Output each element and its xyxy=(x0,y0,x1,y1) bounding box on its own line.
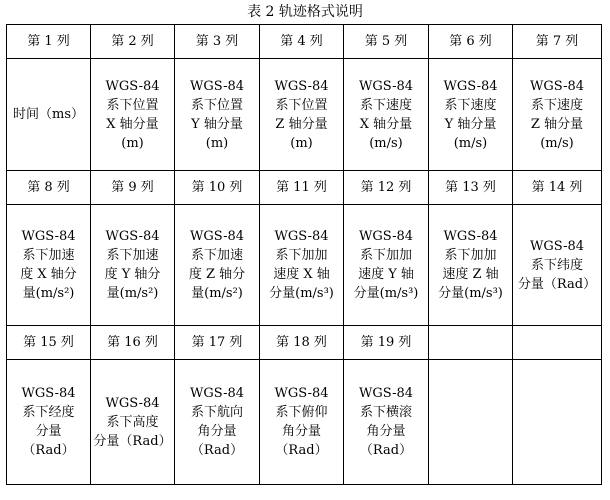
description-cell xyxy=(260,360,344,485)
description-text: WGS-84 系下位置 Z 轴分量 (m) xyxy=(274,78,329,151)
column-header: 第 18 列 xyxy=(260,326,344,360)
description-cell xyxy=(429,59,513,171)
column-header: 第 3 列 xyxy=(175,25,260,59)
column-header: 第 4 列 xyxy=(260,25,344,59)
column-header: 第 7 列 xyxy=(513,25,602,59)
description-cell xyxy=(344,205,429,326)
column-header: 第 13 列 xyxy=(429,171,513,205)
header-row-1 xyxy=(7,25,602,59)
description-text: WGS-84 系下横滚 角分量 （Rad） xyxy=(358,386,414,458)
description-text: WGS-84 系下速度 X 轴分量 (m/s) xyxy=(358,78,414,151)
column-header: 第 16 列 xyxy=(91,326,175,360)
description-cell xyxy=(175,205,260,326)
description-text: WGS-84 系下经度 分量 （Rad） xyxy=(21,386,76,458)
description-cell xyxy=(91,59,175,171)
description-text: WGS-84 系下俯仰 角分量 （Rad） xyxy=(274,386,329,458)
description-cell xyxy=(260,205,344,326)
description-cell xyxy=(429,205,513,326)
column-header: 第 5 列 xyxy=(344,25,429,59)
column-header: 第 12 列 xyxy=(344,171,429,205)
header-row-2 xyxy=(7,171,602,205)
column-header: 第 9 列 xyxy=(91,171,175,205)
column-header: 第 6 列 xyxy=(429,25,513,59)
empty-cell xyxy=(513,360,602,485)
column-header: 第 11 列 xyxy=(260,171,344,205)
column-header: 第 10 列 xyxy=(175,171,260,205)
description-text: 时间（ms） xyxy=(13,107,84,122)
description-text: WGS-84 系下加速 度 Y 轴分 量(m/s²) xyxy=(104,229,161,301)
description-cell xyxy=(513,205,602,326)
description-text: WGS-84 系下加加 速度 X 轴 分量(m/s³) xyxy=(269,229,334,301)
column-header: 第 1 列 xyxy=(7,25,91,59)
column-header: 第 8 列 xyxy=(7,171,91,205)
description-text: WGS-84 系下纬度 分量（Rad） xyxy=(517,238,597,292)
column-header: 第 14 列 xyxy=(513,171,602,205)
description-cell xyxy=(344,360,429,485)
empty-cell xyxy=(429,360,513,485)
description-row-1 xyxy=(7,59,602,171)
description-text: WGS-84 系下速度 Y 轴分量 (m/s) xyxy=(443,78,498,151)
description-cell xyxy=(260,59,344,171)
description-row-2 xyxy=(7,205,602,326)
table-caption: 表 2 轨迹格式说明 xyxy=(247,4,363,20)
column-header: 第 15 列 xyxy=(7,326,91,360)
empty-header xyxy=(513,326,602,360)
description-cell xyxy=(175,360,260,485)
description-cell xyxy=(175,59,260,171)
track-format-table xyxy=(6,24,602,485)
description-cell xyxy=(344,59,429,171)
description-cell xyxy=(91,205,175,326)
description-text: WGS-84 系下加速 度 Z 轴分 量(m/s²) xyxy=(188,229,246,301)
description-text: WGS-84 系下位置 Y 轴分量 (m) xyxy=(189,78,245,151)
description-text: WGS-84 系下航向 角分量 （Rad） xyxy=(189,386,245,458)
description-cell xyxy=(7,59,91,171)
description-text: WGS-84 系下加加 速度 Y 轴 分量(m/s³) xyxy=(353,229,419,301)
empty-header xyxy=(429,326,513,360)
description-cell xyxy=(7,360,91,485)
column-header: 第 2 列 xyxy=(91,25,175,59)
description-cell xyxy=(91,360,175,485)
description-cell xyxy=(513,59,602,171)
column-header: 第 19 列 xyxy=(344,326,429,360)
description-text: WGS-84 系下加速 度 X 轴分 量(m/s²) xyxy=(20,229,77,301)
description-text: WGS-84 系下高度 分量（Rad） xyxy=(93,395,172,449)
description-text: WGS-84 系下速度 Z 轴分量 (m/s) xyxy=(529,78,585,151)
description-text: WGS-84 系下加加 速度 Z 轴 分量(m/s³) xyxy=(438,229,503,301)
description-cell xyxy=(7,205,91,326)
description-row-3 xyxy=(7,360,602,485)
header-row-3 xyxy=(7,326,602,360)
column-header: 第 17 列 xyxy=(175,326,260,360)
description-text: WGS-84 系下位置 X 轴分量 (m) xyxy=(105,78,160,151)
